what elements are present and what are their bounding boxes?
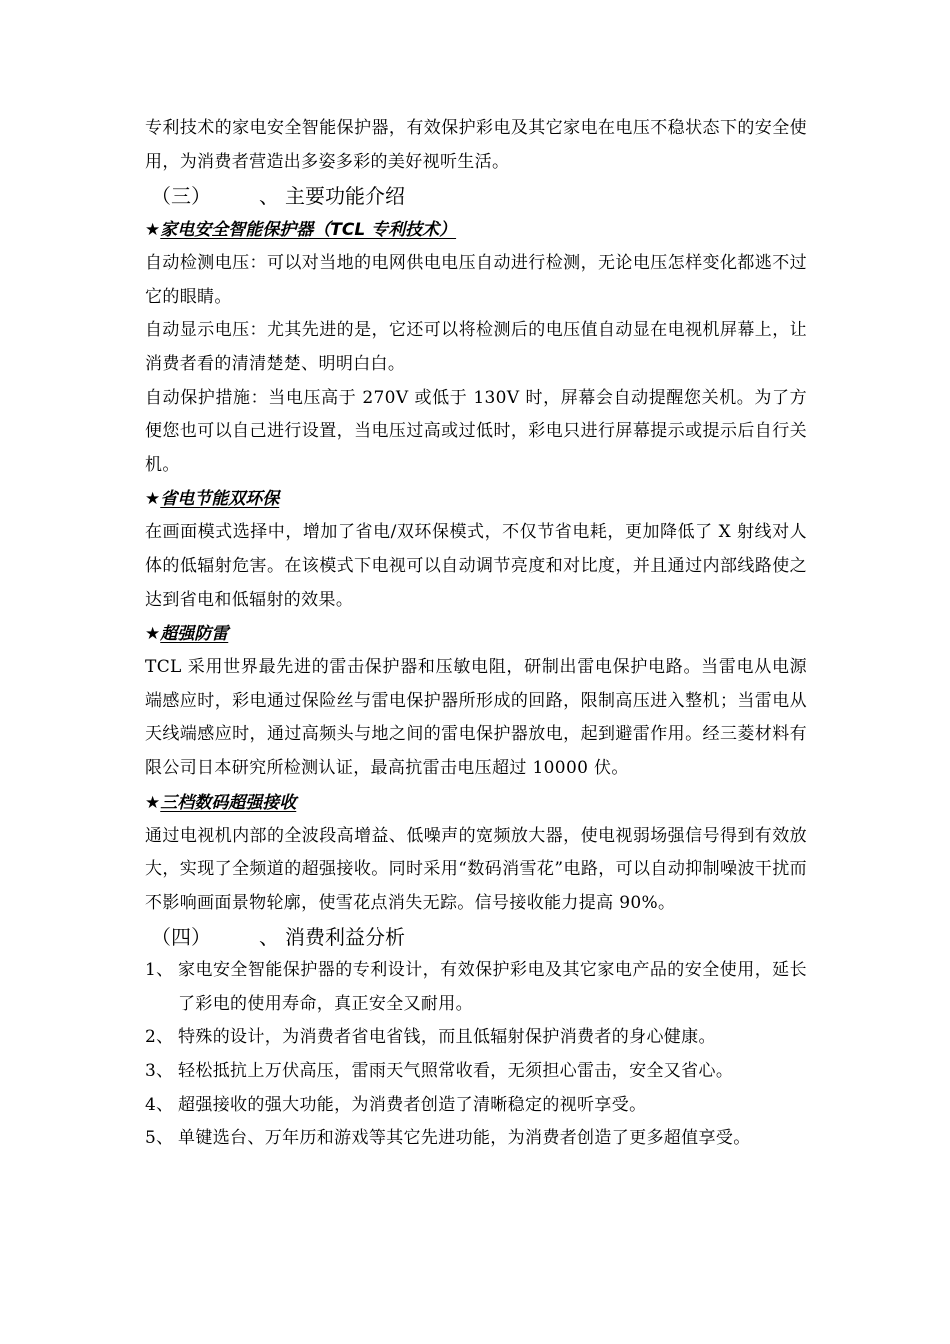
section-title: 主要功能介绍 bbox=[285, 184, 405, 209]
section-separator: 、 bbox=[259, 184, 279, 209]
benefits-list bbox=[145, 954, 807, 1156]
section-number: （三） bbox=[151, 184, 211, 209]
intro-paragraph: 专利技术的家电安全智能保护器，有效保护彩电及其它家电在电压不稳状态下的安全使用，为消费者营造出多姿多彩的美好视听生活。 bbox=[145, 118, 807, 172]
section-separator: 、 bbox=[259, 925, 279, 950]
section-number: （四） bbox=[151, 925, 211, 950]
list-item bbox=[145, 1089, 807, 1123]
list-item-text: 单键选台、万年历和游戏等其它先进功能，为消费者创造了更多超值享受。 bbox=[178, 1128, 751, 1149]
list-item bbox=[145, 1021, 807, 1055]
star-icon: ★ bbox=[145, 489, 161, 510]
feature-paragraph: 在画面模式选择中，增加了省电/双环保模式，不仅节省电耗，更加降低了 X 射线对人体的低辐射危害。在该模式下电视可以自动调节亮度和对比度，并且通过内部线路使之达到省电和低辐射的效果。 bbox=[145, 522, 807, 610]
feature-title: 超强防雷 bbox=[160, 624, 229, 645]
feature-paragraph: 通过电视机内部的全波段高增益、低噪声的宽频放大器，使电视弱场强信号得到有效放大，实现了全频道的超强接收。同时采用“数码消雪花”电路，可以自动抑制噪波干扰而不影响画面景物轮廓，使雪花点消失无踪。信号接收能力提高 90%。 bbox=[145, 825, 807, 913]
list-item-number: 4、 bbox=[145, 1094, 174, 1115]
feature-paragraph: 自动检测电压：可以对当地的电网供电电压自动进行检测，无论电压怎样变化都逃不过它的眼睛。 bbox=[145, 253, 807, 307]
feature-paragraph: 自动保护措施：当电压高于 270V 或低于 130V 时，屏幕会自动提醒您关机。为了方便您也可以自己进行设置，当电压过高或过低时，彩电只进行屏幕提示或提示后自行关机。 bbox=[145, 387, 807, 475]
feature-paragraph: TCL 采用世界最先进的雷击保护器和压敏电阻，研制出雷电保护电路。当雷电从电源端感应时，彩电通过保险丝与雷电保护器所形成的回路，限制高压进入整机；当雷电从天线端感应时，通过高频头与地之间的雷电保护器放电，起到避雷作用。经三菱材料有限公司日本研究所检测认证，最高抗雷击电压超过 10000 伏。 bbox=[145, 657, 807, 778]
document-content bbox=[145, 112, 807, 1156]
feature-paragraph: 自动显示电压：尤其先进的是，它还可以将检测后的电压值自动显在电视机屏幕上，让消费者看的清清楚楚、明明白白。 bbox=[145, 320, 807, 374]
list-item bbox=[145, 1055, 807, 1089]
star-icon: ★ bbox=[145, 792, 161, 813]
feature-heading-reception bbox=[145, 786, 807, 820]
section-heading-3 bbox=[145, 179, 807, 213]
section-title: 消费利益分析 bbox=[285, 925, 405, 950]
list-item-text: 轻松抵抗上万伏高压，雷雨天气照常收看，无须担心雷击，安全又省心。 bbox=[178, 1061, 734, 1082]
star-icon: ★ bbox=[145, 220, 161, 241]
list-item bbox=[145, 1122, 807, 1156]
list-item-number: 1、 bbox=[145, 960, 174, 981]
feature-title: 省电节能双环保 bbox=[160, 489, 280, 510]
feature-heading-protector bbox=[145, 213, 807, 247]
list-item-number: 3、 bbox=[145, 1061, 174, 1082]
section-heading-4 bbox=[145, 920, 807, 954]
list-item-text: 家电安全智能保护器的专利设计，有效保护彩电及其它家电产品的安全使用，延长了彩电的使用寿命，真正安全又耐用。 bbox=[178, 960, 807, 1014]
feature-heading-lightning bbox=[145, 617, 807, 651]
star-icon: ★ bbox=[145, 624, 161, 645]
list-item-text: 特殊的设计，为消费者省电省钱，而且低辐射保护消费者的身心健康。 bbox=[178, 1027, 716, 1048]
feature-heading-eco bbox=[145, 482, 807, 516]
list-item-text: 超强接收的强大功能，为消费者创造了清晰稳定的视听享受。 bbox=[178, 1094, 647, 1115]
feature-title: 三档数码超强接收 bbox=[160, 792, 297, 813]
list-item-number: 2、 bbox=[145, 1027, 174, 1048]
list-item-number: 5、 bbox=[145, 1128, 174, 1149]
feature-title: 家电安全智能保护器（TCL 专利技术） bbox=[160, 220, 457, 241]
list-item bbox=[145, 954, 807, 1021]
